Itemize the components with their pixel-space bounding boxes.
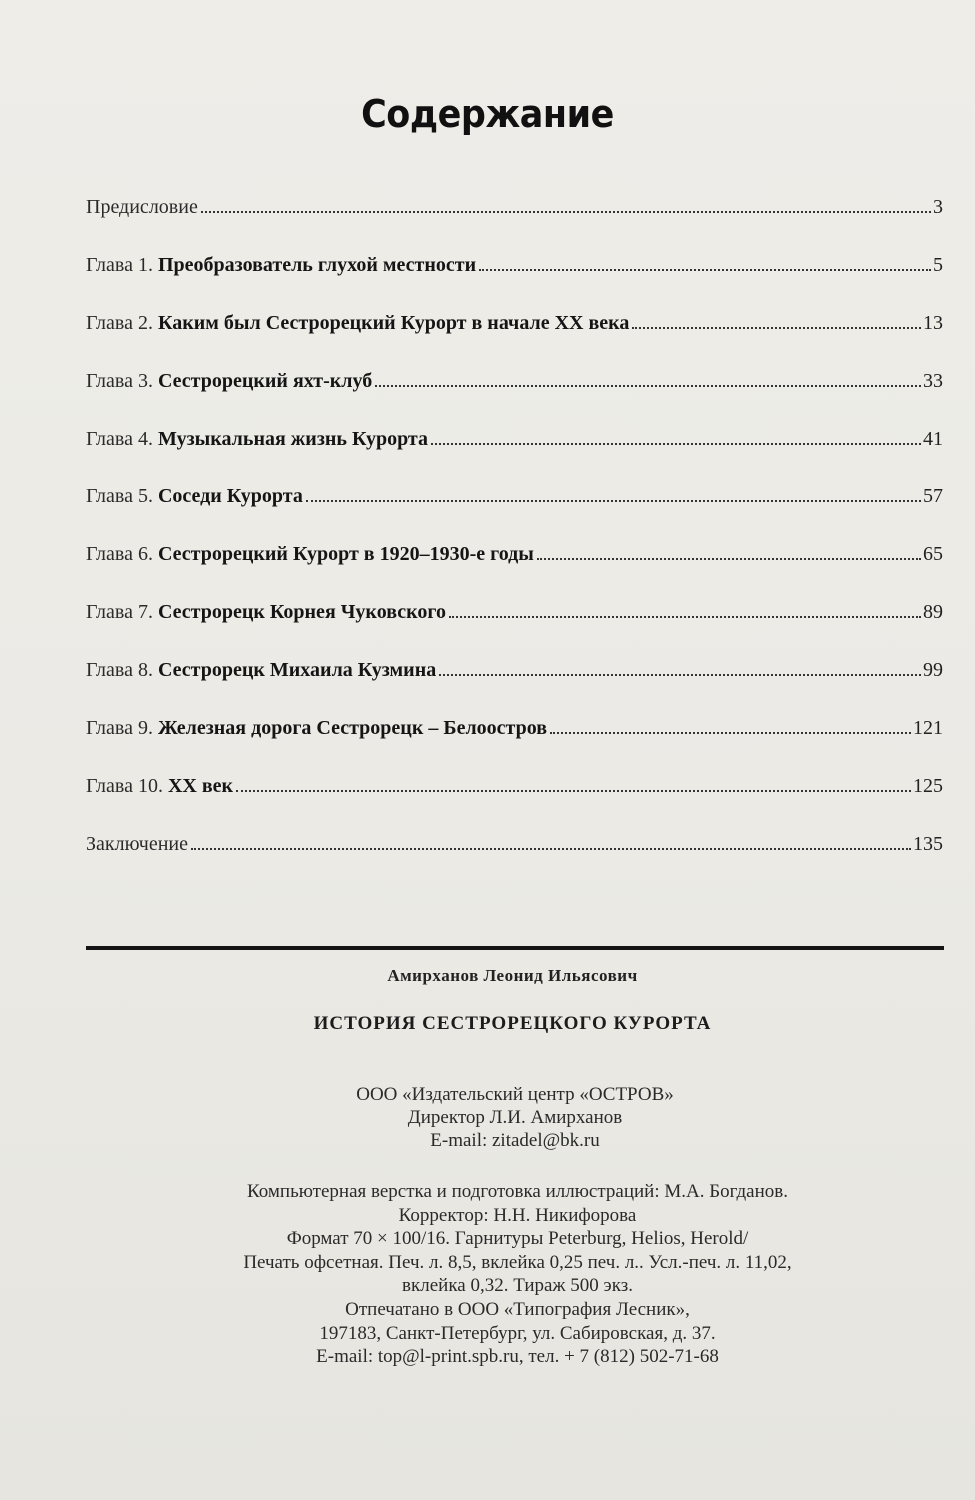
toc-entry-label: Заключение	[86, 832, 188, 855]
toc-entry-title: Преобразователь глухой местности	[157, 253, 477, 276]
dot-leader	[236, 790, 911, 792]
toc-entry-label: Глава 9.	[86, 717, 158, 740]
toc-entry-chapter-6	[86, 542, 943, 600]
publisher-line: Директор Л.И. Амирханов	[407, 1107, 623, 1128]
toc-entry-page: 65	[923, 543, 943, 566]
toc-entry-label: Глава 2.	[86, 311, 158, 334]
toc-entry-page: 57	[923, 485, 943, 508]
printing-details-block	[0, 1180, 975, 1369]
dot-leader	[431, 443, 921, 445]
toc-entry-chapter-10	[86, 774, 943, 832]
dot-leader	[537, 558, 921, 560]
toc-entry-page: 89	[923, 601, 943, 624]
toc-entry-title: Музыкальная жизнь Курорта	[157, 427, 429, 450]
printing-line: Формат 70 × 100/16. Гарнитуры Peterburg, Helios, Herold/	[286, 1228, 749, 1250]
table-of-contents	[86, 195, 943, 890]
toc-entry-label: Глава 1.	[86, 253, 158, 276]
toc-entry-title: Сестрорецкий яхт-клуб	[157, 369, 373, 392]
section-divider	[86, 946, 944, 950]
dot-leader	[479, 269, 931, 271]
toc-entry-chapter-1	[86, 253, 943, 311]
toc-entry-chapter-3	[86, 369, 943, 427]
printing-line: Компьютерная верстка и подготовка иллюстраций: М.А. Богданов.	[247, 1181, 788, 1202]
dot-leader	[632, 327, 921, 329]
toc-entry-page: 99	[923, 659, 943, 682]
toc-entry-page: 135	[913, 832, 943, 855]
toc-entry-page: 3	[933, 196, 943, 218]
toc-entry-label: Глава 4.	[86, 427, 158, 450]
toc-entry-page: 41	[923, 427, 943, 450]
printing-line: E-mail: top@l-print.spb.ru, тел. + 7 (812) 502-71-68	[316, 1346, 719, 1368]
dot-leader	[375, 385, 921, 387]
toc-entry-title: Сестрорецкий Курорт в 1920–1930-е годы	[157, 543, 534, 566]
publisher-block	[0, 1083, 975, 1152]
dot-leader	[306, 500, 921, 502]
toc-entry-page: 5	[933, 253, 943, 276]
toc-entry-title: XX век	[167, 774, 234, 797]
printing-line: 197183, Санкт-Петербург, ул. Сабировская, д. 37.	[319, 1322, 716, 1344]
dot-leader	[550, 732, 911, 734]
toc-entry-chapter-5	[86, 484, 943, 542]
printing-line: Печать офсетная. Печ. л. 8,5, вклейка 0,25 печ. л.. Усл.-печ. л. 11,02,	[243, 1251, 792, 1273]
toc-entry-label: Глава 3.	[86, 369, 158, 392]
toc-entry-label: Глава 10.	[86, 774, 168, 797]
toc-entry-chapter-8	[86, 658, 943, 716]
toc-entry-title: Сестрорецк Корнея Чуковского	[157, 601, 446, 624]
toc-entry-title: Железная дорога Сестрорецк – Белоостров	[157, 717, 548, 740]
toc-entry-page: 121	[913, 717, 943, 740]
printing-line: Отпечатано в ООО «Типография Лесник»,	[345, 1298, 690, 1320]
printing-line: вклейка 0,32. Тираж 500 экз.	[402, 1275, 633, 1297]
toc-entry-label: Глава 5.	[86, 485, 158, 508]
publisher-line: ООО «Издательский центр «ОСТРОВ»	[356, 1084, 674, 1105]
toc-entry-title: Сестрорецк Михаила Кузмина	[157, 659, 437, 682]
toc-entry-label: Предисловие	[86, 196, 198, 218]
toc-entry-title: Соседи Курорта	[157, 485, 303, 508]
publisher-line: E-mail: zitadel@bk.ru	[430, 1130, 600, 1151]
toc-entry-page: 33	[923, 369, 943, 392]
contents-heading: Содержание	[361, 92, 614, 136]
toc-entry-label: Глава 7.	[86, 601, 158, 624]
dot-leader	[439, 674, 921, 676]
toc-entry-page: 13	[923, 311, 943, 334]
imprint-author: Амирханов Леонид Ильясович	[387, 966, 638, 985]
imprint-book-title: ИСТОРИЯ СЕСТРОРЕЦКОГО КУРОРТА	[313, 1013, 712, 1034]
toc-entry-label: Глава 6.	[86, 543, 158, 566]
toc-entry-label: Глава 8.	[86, 659, 158, 682]
toc-entry-preface	[86, 195, 943, 253]
toc-entry-conclusion	[86, 832, 943, 890]
toc-entry-title: Каким был Сестрорецкий Курорт в начале XX века	[157, 311, 630, 334]
dot-leader	[191, 848, 911, 850]
dot-leader	[201, 211, 931, 213]
dot-leader	[449, 616, 921, 618]
toc-entry-chapter-7	[86, 600, 943, 658]
printing-line: Корректор: Н.Н. Никифорова	[398, 1204, 637, 1226]
toc-entry-chapter-2	[86, 311, 943, 369]
toc-entry-chapter-9	[86, 716, 943, 774]
toc-entry-chapter-4	[86, 427, 943, 485]
toc-entry-page: 125	[913, 774, 943, 797]
